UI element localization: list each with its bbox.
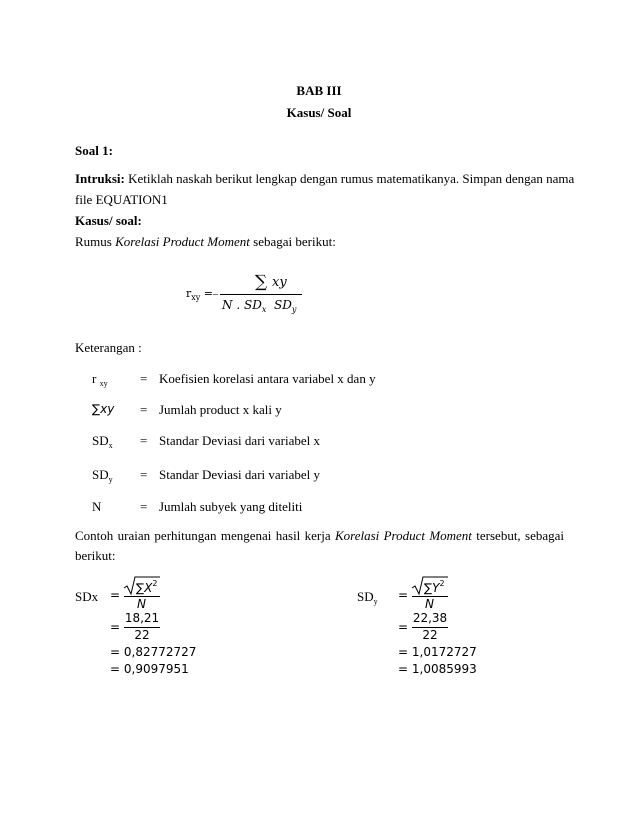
formula-sigma: ∑ xyxy=(255,272,268,292)
chapter-title: BAB III xyxy=(296,83,342,98)
keterangan-symbol xyxy=(92,467,113,484)
sdy-label-main: SD xyxy=(357,589,374,604)
keterangan-desc: Standar Deviasi dari variabel x xyxy=(159,433,320,448)
sdy-label xyxy=(357,589,378,606)
keterangan-symbol xyxy=(92,371,108,388)
formula-den-sub1: x xyxy=(261,305,267,314)
sdy-sigma: ∑ xyxy=(424,581,433,595)
formula-r-sub: xy xyxy=(191,293,201,302)
sdy-label-sub: y xyxy=(373,597,378,606)
contoh-italic: Korelasi Product Moment xyxy=(334,528,472,543)
sdx-num2: 18,21 xyxy=(124,611,160,625)
contoh-line2: berikut: xyxy=(75,548,116,563)
keterangan-desc: Koefisien korelasi antara variabel x dan y xyxy=(159,371,376,386)
sdy-var: Y xyxy=(432,581,440,595)
keterangan-equals: = xyxy=(140,433,148,448)
keterangan-equals: = xyxy=(140,371,148,386)
sdx-equals: = xyxy=(110,588,121,602)
symbol-sub: xy xyxy=(99,379,108,388)
sdy-num2: 22,38 xyxy=(412,611,448,625)
sdy-den2: 22 xyxy=(422,628,438,642)
kasus-label: Kasus/ soal: xyxy=(75,213,142,228)
formula-den-n: N xyxy=(222,298,233,312)
sdy-radicand xyxy=(424,579,445,595)
formula-lhs xyxy=(186,287,213,302)
symbol-main: ∑ xyxy=(92,402,101,416)
contoh-text-a: Contoh uraian perhitungan mengenai hasil kerja xyxy=(75,528,335,543)
sdx-sigma: ∑ xyxy=(136,581,145,595)
keterangan-symbol: N xyxy=(92,499,102,514)
sdy-equals2: = xyxy=(398,620,409,634)
contoh-text-b: tersebut, sebagai xyxy=(471,528,564,543)
keterangan-desc: Jumlah product x kali y xyxy=(159,402,282,417)
symbol-main: SD xyxy=(92,467,109,482)
sdx-den2: 22 xyxy=(134,628,150,642)
keterangan-desc: Standar Deviasi dari variabel y xyxy=(159,467,320,482)
formula-dash: – xyxy=(213,289,218,300)
soal-title: Soal 1: xyxy=(75,143,113,158)
formula-den-sub2: y xyxy=(291,305,297,314)
instruction-line1 xyxy=(75,171,574,187)
sdy-equals: = xyxy=(398,588,409,602)
keterangan-equals: = xyxy=(140,402,148,417)
sdx-equals2: = xyxy=(110,620,121,634)
keterangan-symbol xyxy=(92,433,113,450)
sdx-var: X xyxy=(144,581,153,595)
rumus-suffix: sebagai berikut: xyxy=(249,234,336,249)
sdx-line4: = 0,9097951 xyxy=(110,662,189,676)
symbol-main: SD xyxy=(92,433,109,448)
formula-num-xy: xy xyxy=(272,275,287,290)
formula-denominator xyxy=(222,298,296,314)
sdx-pow: 2 xyxy=(152,579,158,588)
formula-den-sd1: SD xyxy=(243,298,262,312)
sdx-den: N xyxy=(137,597,146,611)
symbol-sub: y xyxy=(108,475,113,484)
formula-den-dot: . xyxy=(236,298,241,312)
sdy-pow: 2 xyxy=(439,579,445,588)
keterangan-equals: = xyxy=(140,467,148,482)
instruction-line2: file EQUATION1 xyxy=(75,192,168,207)
rumus-italic: Korelasi Product Moment xyxy=(115,234,250,249)
sdx-label: SDx xyxy=(75,589,99,604)
chapter-subtitle: Kasus/ Soal xyxy=(286,105,352,120)
formula-den-sd2: SD xyxy=(273,298,292,312)
sdy-line4: = 1,0085993 xyxy=(398,662,477,676)
symbol-italic: xy xyxy=(100,402,115,416)
instruction-text: Ketiklah naskah berikut lengkap dengan rumus matematikanya. Simpan dengan nama xyxy=(124,171,575,186)
keterangan-equals: = xyxy=(140,499,148,514)
symbol-main: r xyxy=(92,371,97,386)
instruction-label: Intruksi: xyxy=(75,171,125,186)
formula-equals: = xyxy=(203,287,214,300)
sdx-line3: = 0,82772727 xyxy=(110,645,197,659)
formula-fraction-bar xyxy=(220,294,302,295)
keterangan-title: Keterangan : xyxy=(75,340,142,355)
sdx-radicand xyxy=(136,579,157,595)
rumus-prefix: Rumus xyxy=(75,234,116,249)
keterangan-symbol xyxy=(92,402,114,416)
sdy-line3: = 1,0172727 xyxy=(398,645,477,659)
rumus-line xyxy=(75,234,336,250)
symbol-sub: x xyxy=(108,441,113,450)
contoh-line1 xyxy=(75,528,564,544)
sdy-den: N xyxy=(425,597,434,611)
formula-r: r xyxy=(186,287,192,300)
keterangan-desc: Jumlah subyek yang diteliti xyxy=(159,499,303,514)
